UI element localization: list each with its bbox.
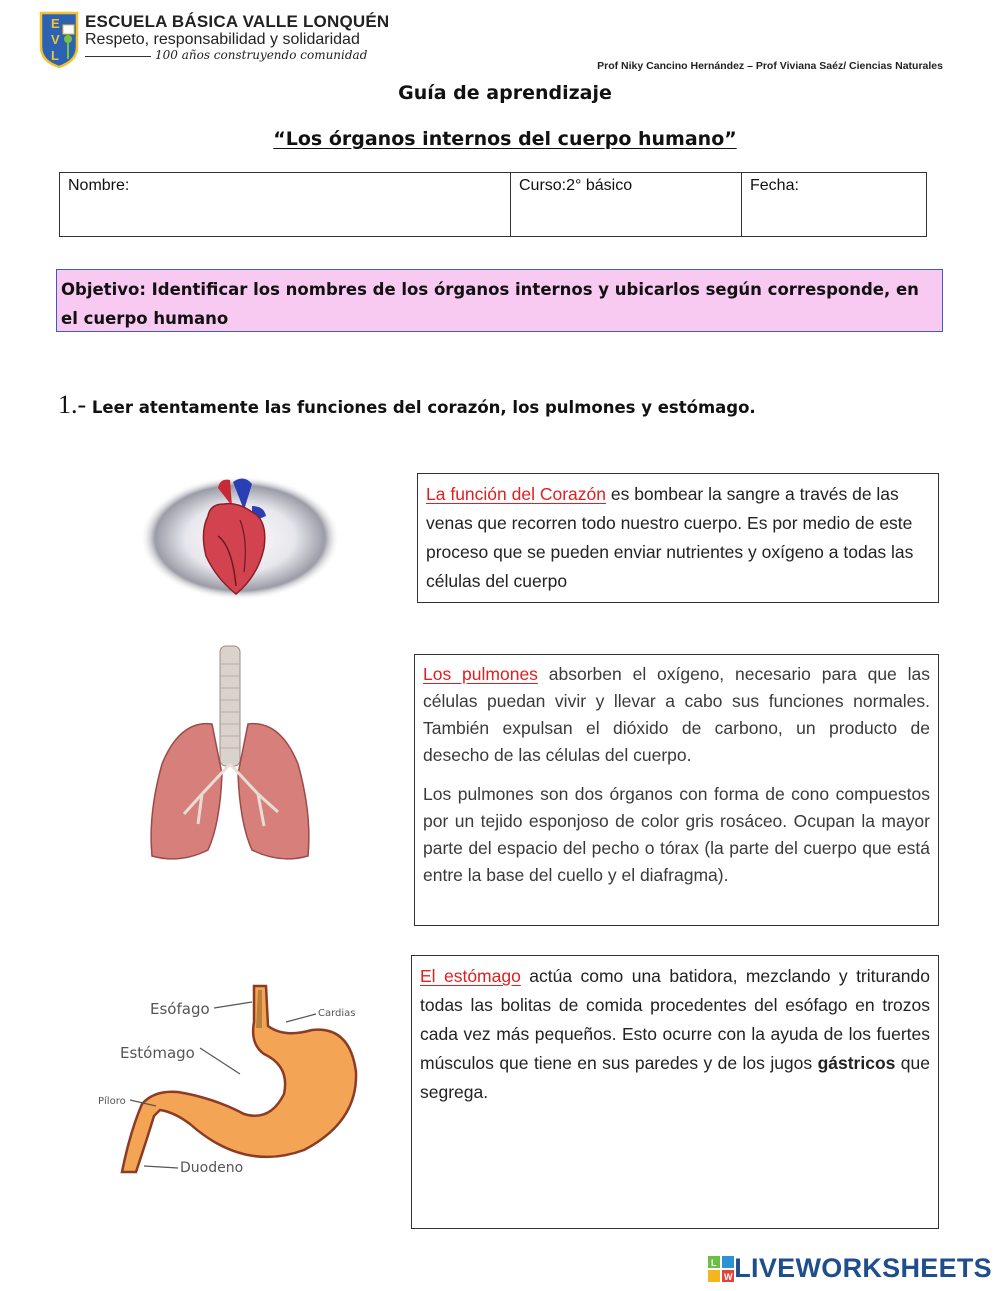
school-tagline: 100 años construyendo comunidad xyxy=(155,48,368,62)
school-name: ESCUELA BÁSICA VALLE LONQUÉN xyxy=(85,12,390,31)
liveworksheets-footer xyxy=(708,1253,992,1284)
heart-image xyxy=(140,476,340,601)
date-field[interactable]: Fecha: xyxy=(750,177,799,194)
footer-logo-letter-l: L xyxy=(711,1257,717,1268)
lungs-label: Los pulmones xyxy=(423,664,538,684)
lungs-image xyxy=(140,644,320,866)
stomach-diagram xyxy=(94,982,374,1182)
divider xyxy=(85,56,151,57)
label-cardia: Cardias xyxy=(318,1008,356,1019)
logo-letter-l: L xyxy=(51,48,59,63)
label-esophagus: Esófago xyxy=(150,1000,210,1018)
page-title: Guía de aprendizaje xyxy=(398,82,612,104)
teachers-credit: Prof Niky Cancino Hernández – Prof Viviana Saéz/ Ciencias Naturales xyxy=(597,60,943,72)
label-stomach: Estómago xyxy=(120,1044,195,1062)
stomach-text-b: que segrega. xyxy=(420,1053,931,1102)
lungs-text-box xyxy=(414,654,939,926)
course-field: Curso:2° básico xyxy=(511,173,742,236)
heart-text-box xyxy=(417,473,939,603)
instruction xyxy=(58,390,756,420)
student-info-table xyxy=(59,172,927,237)
stomach-text-box xyxy=(411,955,939,1229)
instruction-text: Leer atentamente las funciones del corazón, los pulmones y estómago. xyxy=(91,398,756,417)
liveworksheets-brand: LIVEWORKSHEETS xyxy=(734,1253,992,1283)
liveworksheets-logo-icon xyxy=(708,1256,734,1282)
name-field[interactable]: Nombre: xyxy=(60,173,511,236)
logo-letter-e: E xyxy=(51,16,60,31)
stomach-label: El estómago xyxy=(420,966,521,986)
label-duodenum: Duodeno xyxy=(180,1160,244,1176)
page-subtitle xyxy=(0,128,1000,150)
stomach-text-a: actúa como una batidora, mezclando y triturando todas las bolitas de comida procedentes del esófago en trozos cada vez más pequeños. Esto ocurre con la ayuda de los fuertes músculos que tiene en sus paredes y de los jugos xyxy=(420,966,931,1073)
lungs-text: absorben el oxígeno, necesario para que las células puedan vivir y llevar a cabo sus funciones normales. También expulsan el dióxido de carbono, un producto de desecho de las células del cuerpo. xyxy=(423,664,930,765)
school-logo xyxy=(38,11,80,69)
heart-text: es bombear la sangre a través de las venas que recorren todo nuestro cuerpo. Es por medio de este proceso que se pueden enviar nutrientes y oxígeno a todas las células del cuerpo xyxy=(426,484,914,591)
objective-box: Objetivo: Identificar los nombres de los órganos internos y ubicarlos según corresponde, en el cuerpo humano xyxy=(56,269,943,332)
label-pylorus: Píloro xyxy=(98,1096,126,1107)
logo-letter-v: V xyxy=(51,32,60,47)
school-motto: Respeto, responsabilidad y solidaridad xyxy=(85,31,360,48)
lungs-text-2: Los pulmones son dos órganos con forma de cono compuestos por un tejido esponjoso de color gris rosáceo. Ocupan la mayor parte del espacio del pecho o tórax (la parte del cuerpo que está entre la base del cuello y el diafragma). xyxy=(423,784,930,885)
stomach-text-bold: gástricos xyxy=(817,1053,896,1073)
subtitle-text: “Los órganos internos del cuerpo humano” xyxy=(273,128,737,150)
footer-logo-letter-w: W xyxy=(724,1271,733,1282)
instruction-number: 1.- xyxy=(58,390,87,419)
heart-label: La función del Corazón xyxy=(426,484,606,504)
